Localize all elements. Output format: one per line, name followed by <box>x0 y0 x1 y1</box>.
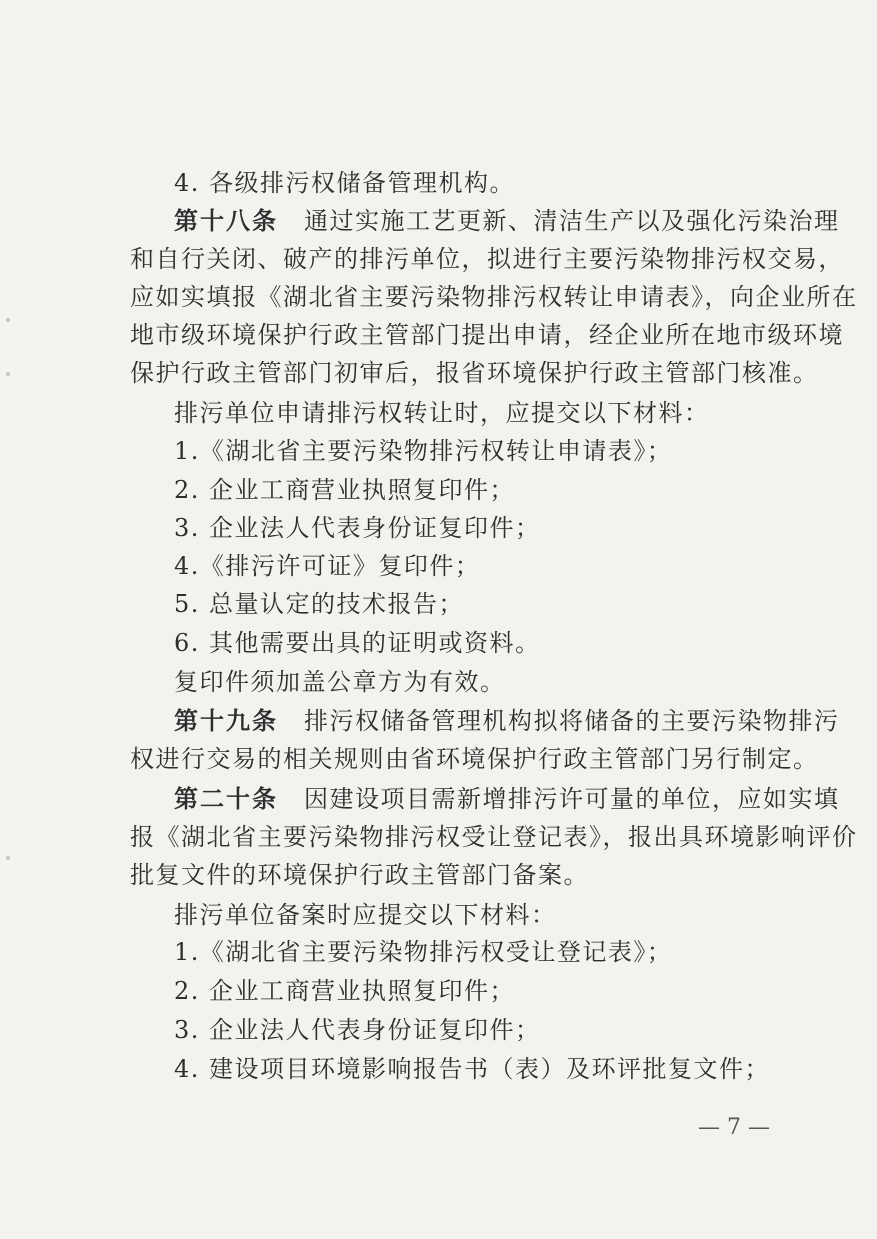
article-18-line-2: 和自行关闭、破产的排污单位，拟进行主要污染物排污权交易， <box>130 245 844 273</box>
transfer-material-4: 4.《排污许可证》复印件； <box>174 552 481 580</box>
article-20-line-3: 批复文件的环境保护行政主管部门备案。 <box>130 861 589 889</box>
page-number: — 7 — <box>698 1115 770 1140</box>
record-material-1: 1.《湖北省主要污染物排污权受让登记表》； <box>174 938 673 966</box>
article-18-line-3: 应如实填报《湖北省主要污染物排污权转让申请表》，向企业所在 <box>130 283 858 311</box>
transfer-material-2: 2. 企业工商营业执照复印件； <box>174 476 516 504</box>
article-19-line-2: 权进行交易的相关规则由省环境保护行政主管部门另行制定。 <box>130 745 819 773</box>
record-materials-intro: 排污单位备案时应提交以下材料： <box>174 901 557 929</box>
article-20-line-1 <box>174 782 840 816</box>
scan-mark <box>6 318 10 322</box>
stamp-requirement: 复印件须加盖公章方为有效。 <box>174 668 506 696</box>
article-20-title: 第二十条 <box>174 784 278 813</box>
transfer-material-5: 5. 总量认定的技术报告； <box>174 590 465 618</box>
record-material-2: 2. 企业工商营业执照复印件； <box>174 977 516 1005</box>
article-19-line-1 <box>174 704 840 738</box>
article-19-text: 排污权储备管理机构拟将储备的主要污染物排污 <box>304 707 840 735</box>
record-material-4: 4. 建设项目环境影响报告书（表）及环评批复文件； <box>174 1055 771 1083</box>
transfer-materials-intro: 排污单位申请排污权转让时，应提交以下材料： <box>174 399 710 427</box>
article-20-line-2: 报《湖北省主要污染物排污权受让登记表》，报出具环境影响评价 <box>130 823 858 851</box>
article-18-text: 通过实施工艺更新、清洁生产以及强化污染治理 <box>304 207 840 235</box>
transfer-material-6: 6. 其他需要出具的证明或资料。 <box>174 629 541 657</box>
transfer-material-3: 3. 企业法人代表身份证复印件； <box>174 514 541 542</box>
article-18-title: 第十八条 <box>174 206 278 235</box>
transfer-material-1: 1.《湖北省主要污染物排污权转让申请表》； <box>174 437 673 465</box>
scan-mark <box>6 856 10 860</box>
article-18-line-1 <box>174 204 840 238</box>
article-20-text: 因建设项目需新增排污许可量的单位，应如实填 <box>304 785 840 813</box>
article-18-line-5: 保护行政主管部门初审后，报省环境保护行政主管部门核准。 <box>130 359 819 387</box>
article-18-line-4: 地市级环境保护行政主管部门提出申请，经企业所在地市级环境 <box>130 321 844 349</box>
article-19-title: 第十九条 <box>174 706 278 735</box>
scan-mark <box>6 372 10 376</box>
record-material-3: 3. 企业法人代表身份证复印件； <box>174 1016 541 1044</box>
item-4-line: 4. 各级排污权储备管理机构。 <box>174 169 516 197</box>
